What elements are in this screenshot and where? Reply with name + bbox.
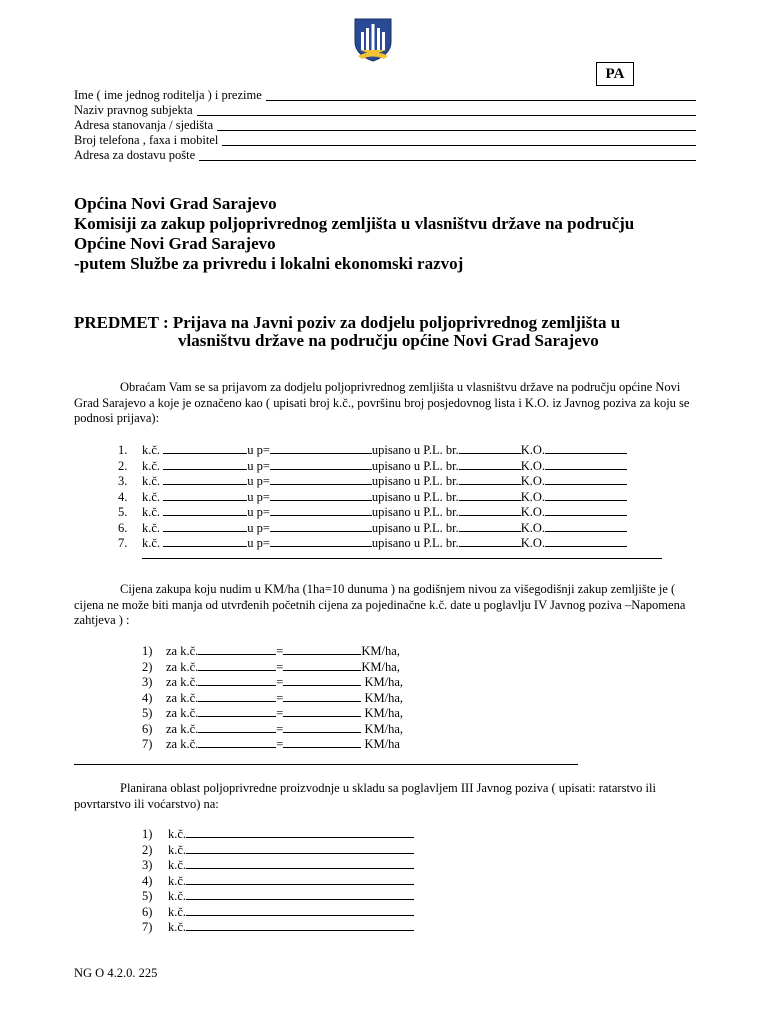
ko-label: K.O.	[520, 520, 545, 535]
pl-field[interactable]	[459, 504, 521, 516]
kc-field[interactable]	[198, 705, 276, 717]
price-row	[142, 659, 400, 676]
addressee-line-1: Općina Novi Grad Sarajevo	[74, 194, 277, 213]
price-row	[142, 721, 403, 738]
equals-sign: =	[276, 675, 284, 689]
row-number: 7)	[142, 920, 153, 934]
area-label: u p=	[247, 458, 270, 473]
pl-label: upisano u P.L. br.	[371, 458, 459, 473]
field-legal-entity[interactable]	[74, 103, 696, 118]
area-label: u p=	[247, 443, 270, 457]
ko-label: K.O.	[520, 443, 545, 457]
row-number: 2)	[142, 842, 153, 857]
row-number: 4)	[142, 690, 153, 705]
price-field[interactable]	[283, 643, 361, 655]
pl-field[interactable]	[459, 473, 521, 485]
price-field[interactable]	[283, 705, 361, 717]
production-field[interactable]	[186, 904, 414, 916]
ko-label: K.O.	[520, 536, 545, 550]
pl-field[interactable]	[459, 520, 521, 532]
kc-label: k.č.	[142, 536, 164, 550]
pl-label: upisano u P.L. br.	[371, 520, 459, 535]
field-mail-address[interactable]	[74, 148, 696, 163]
pl-label: upisano u P.L. br.	[371, 443, 459, 457]
price-row	[142, 674, 403, 691]
pl-label: upisano u P.L. br.	[371, 505, 459, 519]
field-address[interactable]	[74, 118, 696, 133]
pl-field[interactable]	[459, 489, 521, 501]
divider	[142, 558, 662, 559]
area-field[interactable]	[270, 442, 372, 454]
production-field[interactable]	[186, 826, 414, 838]
subject-line-2: vlasništvu države na području općine Novi Grad Sarajevo	[178, 331, 599, 350]
row-number: 6)	[142, 904, 153, 919]
addressee-line-2: Komisiji za zakup poljoprivrednog zemljišta u vlasništvu države na području	[74, 214, 635, 233]
row-number: 4.	[118, 489, 128, 504]
row-number: 2.	[118, 458, 128, 473]
kc-label: za k.č.	[166, 659, 199, 674]
area-label: u p=	[247, 536, 270, 550]
equals-sign: =	[276, 659, 284, 674]
production-field[interactable]	[186, 873, 414, 885]
equals-sign: =	[276, 737, 284, 751]
kc-field[interactable]	[198, 736, 276, 748]
parcel-row	[118, 458, 627, 475]
parcel-row	[118, 489, 627, 506]
ko-label: K.O.	[520, 505, 545, 519]
production-row	[142, 873, 414, 890]
production-row	[142, 904, 414, 921]
production-field[interactable]	[186, 888, 414, 900]
kc-field[interactable]	[163, 458, 247, 470]
kc-field[interactable]	[163, 535, 247, 547]
production-paragraph: Planirana oblast poljoprivredne proizvodnje u skladu sa poglavljem III Javnog poziva ( upisati: ratarstvo ili povrtarstvo ili voćarstvo) na:	[74, 781, 656, 811]
price-field[interactable]	[283, 721, 361, 733]
unit-label: KM/ha,	[361, 706, 404, 720]
area-label: u p=	[247, 474, 270, 488]
field-label: Broj telefona , faxa i mobitel	[74, 133, 219, 147]
pl-field[interactable]	[459, 458, 521, 470]
row-number: 3)	[142, 675, 153, 689]
area-label: u p=	[247, 505, 270, 519]
production-row	[142, 919, 414, 936]
field-phone[interactable]	[74, 133, 696, 148]
pl-label: upisano u P.L. br.	[371, 536, 459, 550]
kc-label: k.č.	[168, 873, 187, 888]
area-field[interactable]	[270, 520, 372, 532]
price-paragraph: Cijena zakupa koju nudim u KM/ha (1ha=10 dunuma ) na godišnjem nivou za višegodišnji zakup zemljište je ( cijena ne može biti manja od utvrđenih početnih cijena za pojedinačne k.č. date u poglavlju IV Javnog poziva –Napomena zahtjeva ) :	[74, 582, 686, 627]
row-number: 7)	[142, 737, 153, 751]
equals-sign: =	[276, 644, 284, 658]
production-row	[142, 842, 414, 859]
kc-field[interactable]	[163, 489, 247, 501]
row-number: 6.	[118, 520, 128, 535]
row-number: 5.	[118, 505, 128, 519]
kc-label: k.č.	[142, 489, 164, 504]
ko-field[interactable]	[545, 504, 627, 516]
kc-field[interactable]	[163, 504, 247, 516]
pl-field[interactable]	[459, 442, 521, 454]
area-field[interactable]	[270, 504, 372, 516]
kc-label: k.č.	[168, 842, 187, 857]
production-field[interactable]	[186, 919, 414, 931]
equals-sign: =	[276, 721, 284, 736]
kc-field[interactable]	[198, 659, 276, 671]
field-line[interactable]	[197, 103, 696, 116]
ko-label: K.O.	[520, 474, 545, 488]
kc-field[interactable]	[163, 442, 247, 454]
kc-label: za k.č.	[166, 690, 199, 705]
row-number: 1)	[142, 644, 153, 658]
price-field[interactable]	[283, 674, 361, 686]
field-label: Ime ( ime jednog roditelja ) i prezime	[74, 88, 262, 102]
field-line[interactable]	[199, 148, 696, 161]
ko-field[interactable]	[545, 442, 627, 454]
ko-field[interactable]	[545, 535, 627, 547]
addressee-line-3: Općine Novi Grad Sarajevo	[74, 234, 276, 253]
equals-sign: =	[276, 690, 284, 705]
unit-label: KM/ha,	[361, 659, 400, 674]
divider	[74, 764, 578, 765]
kc-field[interactable]	[198, 674, 276, 686]
price-row	[142, 690, 403, 707]
kc-label: za k.č.	[166, 706, 199, 720]
field-line[interactable]	[217, 118, 696, 131]
kc-label: za k.č.	[166, 675, 199, 689]
ko-field[interactable]	[545, 458, 627, 470]
kc-label: k.č.	[168, 904, 187, 919]
row-number: 3.	[118, 474, 128, 488]
kc-label: k.č.	[142, 505, 164, 519]
pl-field[interactable]	[459, 535, 521, 547]
parcel-row	[118, 520, 627, 537]
price-field[interactable]	[283, 659, 361, 671]
kc-label: k.č.	[142, 458, 164, 473]
production-field[interactable]	[186, 842, 414, 854]
area-field[interactable]	[270, 458, 372, 470]
area-field[interactable]	[270, 473, 372, 485]
production-row	[142, 857, 414, 874]
parcel-row	[118, 473, 627, 490]
field-label: Naziv pravnog subjekta	[74, 103, 193, 117]
row-number: 6)	[142, 721, 153, 736]
row-number: 4)	[142, 873, 153, 888]
intro-paragraph: Obraćam Vam se sa prijavom za dodjelu poljoprivrednog zemljišta u vlasništvu države na području općine Novi Grad Sarajevo a koje je označeno kao ( upisati broj k.č., površinu broj posjedovnog lista i K.O. iz Javnog poziva za koju se podnosi prijava):	[74, 380, 690, 425]
parcel-row	[118, 504, 627, 521]
production-field[interactable]	[186, 857, 414, 869]
kc-field[interactable]	[198, 690, 276, 702]
row-number: 3)	[142, 858, 153, 872]
kc-field[interactable]	[198, 643, 276, 655]
row-number: 5)	[142, 889, 153, 903]
row-number: 1)	[142, 827, 153, 841]
document-code: NG O 4.2.0. 225	[74, 966, 158, 980]
kc-label: k.č.	[168, 827, 187, 841]
equals-sign: =	[276, 706, 284, 720]
row-number: 5)	[142, 706, 153, 720]
kc-label: za k.č.	[166, 721, 199, 736]
ko-field[interactable]	[545, 489, 627, 501]
ko-field[interactable]	[545, 473, 627, 485]
kc-label: k.č.	[168, 920, 187, 934]
price-row	[142, 736, 400, 753]
pl-label: upisano u P.L. br.	[371, 489, 459, 504]
row-number: 7.	[118, 536, 128, 550]
field-line[interactable]	[222, 133, 696, 146]
addressee-line-4: -putem Službe za privredu i lokalni ekonomski razvoj	[74, 254, 464, 273]
field-line[interactable]	[266, 88, 696, 101]
ko-label: K.O.	[520, 489, 545, 504]
form-code-box: PA	[596, 62, 634, 86]
unit-label: KM/ha,	[361, 721, 404, 736]
pl-label: upisano u P.L. br.	[371, 474, 459, 488]
field-label: Adresa za dostavu pošte	[74, 148, 196, 162]
unit-label: KM/ha,	[361, 690, 404, 705]
price-row	[142, 705, 403, 722]
kc-field[interactable]	[163, 473, 247, 485]
field-name[interactable]	[74, 88, 696, 103]
area-field[interactable]	[270, 535, 372, 547]
kc-field[interactable]	[198, 721, 276, 733]
production-row	[142, 888, 414, 905]
kc-label: k.č.	[142, 474, 164, 488]
kc-label: za k.č.	[166, 644, 199, 658]
ko-field[interactable]	[545, 520, 627, 532]
kc-label: za k.č.	[166, 737, 199, 751]
coat-of-arms-icon	[354, 18, 392, 62]
price-field[interactable]	[283, 736, 361, 748]
subject-line-1: PREDMET : Prijava na Javni poziv za dodjelu poljoprivrednog zemljišta u	[74, 313, 621, 332]
price-field[interactable]	[283, 690, 361, 702]
area-field[interactable]	[270, 489, 372, 501]
kc-label: k.č.	[168, 889, 187, 903]
row-number: 1.	[118, 443, 128, 457]
kc-field[interactable]	[163, 520, 247, 532]
price-row	[142, 643, 400, 660]
production-row	[142, 826, 414, 843]
field-label: Adresa stanovanja / sjedišta	[74, 118, 214, 132]
kc-label: k.č.	[168, 858, 187, 872]
parcel-row	[118, 535, 627, 552]
unit-label: KM/ha,	[361, 675, 404, 689]
kc-label: k.č.	[142, 443, 164, 457]
unit-label: KM/ha	[361, 737, 400, 751]
area-label: u p=	[247, 520, 270, 535]
area-label: u p=	[247, 489, 270, 504]
row-number: 2)	[142, 659, 153, 674]
unit-label: KM/ha,	[361, 644, 400, 658]
kc-label: k.č.	[142, 520, 164, 535]
ko-label: K.O.	[520, 458, 545, 473]
parcel-row	[118, 442, 627, 459]
